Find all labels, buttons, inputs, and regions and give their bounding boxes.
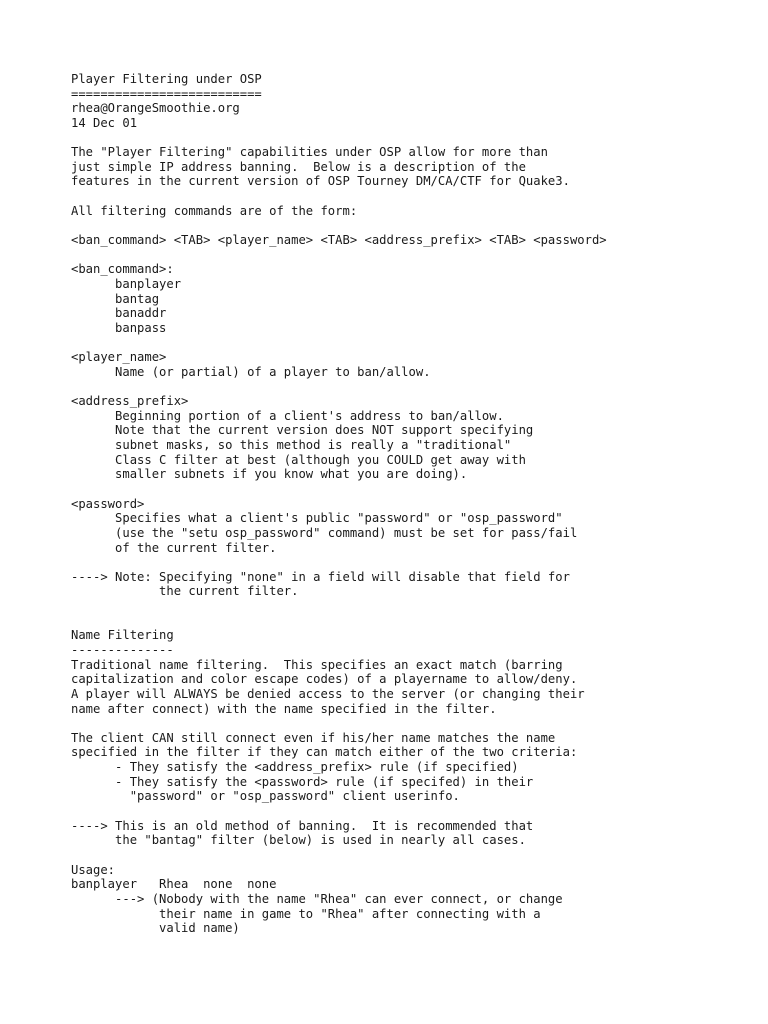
document-line: The "Player Filtering" capabilities under OSP allow for more than (71, 145, 548, 160)
document-line: the current filter. (71, 584, 299, 599)
document-line: 14 Dec 01 (71, 115, 138, 130)
document-line: name after connect) with the name specified in the filter. (71, 701, 497, 716)
document-line (71, 189, 751, 204)
document-line: The client CAN still connect even if his/her name matches the name (71, 730, 556, 745)
document-line: specified in the filter if they can match either of the two criteria: (71, 745, 578, 760)
document-page (71, 72, 751, 936)
document-line: Player Filtering under OSP (71, 72, 262, 86)
document-line: "password" or "osp_password" client userinfo. (71, 789, 460, 804)
document-line: All filtering commands are of the form: (71, 203, 358, 218)
document-line: just simple IP address banning. Below is a description of the (71, 159, 526, 174)
document-line: ----> This is an old method of banning. It is recommended that (71, 818, 534, 833)
document-line: ========================== (71, 86, 262, 101)
document-line: Usage: (71, 862, 116, 877)
document-line (71, 482, 751, 497)
document-line (71, 716, 751, 731)
document-line: the "bantag" filter (below) is used in nearly all cases. (71, 833, 526, 848)
document-line: Specifies what a client's public "password" or "osp_password" (71, 511, 563, 526)
document-line: A player will ALWAYS be denied access to the server (or changing their (71, 686, 585, 701)
document-line: rhea@OrangeSmoothie.org (71, 101, 240, 116)
document-line (71, 336, 751, 351)
document-line: ----> Note: Specifying "none" in a field will disable that field for (71, 569, 570, 584)
document-line: ---> (Nobody with the name "Rhea" can ever connect, or change (71, 891, 563, 906)
document-line (71, 379, 751, 394)
document-line (71, 804, 751, 819)
document-line: capitalization and color escape codes) of a playername to allow/deny. (71, 672, 578, 687)
document-line: banaddr (71, 306, 167, 321)
document-line: smaller subnets if you know what you are doing). (71, 467, 468, 482)
document-line: Note that the current version does NOT support specifying (71, 423, 534, 438)
document-line (71, 599, 751, 614)
document-line: Class C filter at best (although you COULD get away with (71, 452, 526, 467)
document-line: features in the current version of OSP Tourney DM/CA/CTF for Quake3. (71, 174, 570, 189)
document-line: <password> (71, 496, 145, 511)
document-line: banpass (71, 320, 167, 335)
document-line: subnet masks, so this method is really a "traditional" (71, 438, 512, 453)
document-line: banplayer (71, 276, 182, 291)
document-line: <ban_command> <TAB> <player_name> <TAB> <address_prefix> <TAB> <password> (71, 233, 607, 248)
document-line: -------------- (71, 642, 174, 657)
document-line (71, 248, 751, 263)
document-line: (use the "setu osp_password" command) must be set for pass/fail (71, 525, 578, 540)
document-line: <address_prefix> (71, 394, 189, 409)
document-line (71, 555, 751, 570)
document-line: <ban_command>: (71, 262, 174, 277)
document-line: valid name) (71, 921, 240, 936)
document-line (71, 614, 751, 629)
document-line (71, 218, 751, 233)
document-line: bantag (71, 291, 160, 306)
document-line: Traditional name filtering. This specifies an exact match (barring (71, 657, 563, 672)
document-line: banplayer Rhea none none (71, 877, 277, 892)
document-line: their name in game to "Rhea" after connecting with a (71, 906, 541, 921)
document-line: - They satisfy the <address_prefix> rule (if specified) (71, 760, 519, 775)
document-line (71, 848, 751, 863)
document-line: of the current filter. (71, 540, 277, 555)
document-line: - They satisfy the <password> rule (if specifed) in their (71, 774, 534, 789)
document-line: <player_name> (71, 350, 167, 365)
document-line: Name Filtering (71, 628, 174, 643)
document-line: Beginning portion of a client's address to ban/allow. (71, 408, 504, 423)
document-line: Name (or partial) of a player to ban/allow. (71, 364, 431, 379)
document-line (71, 131, 751, 146)
